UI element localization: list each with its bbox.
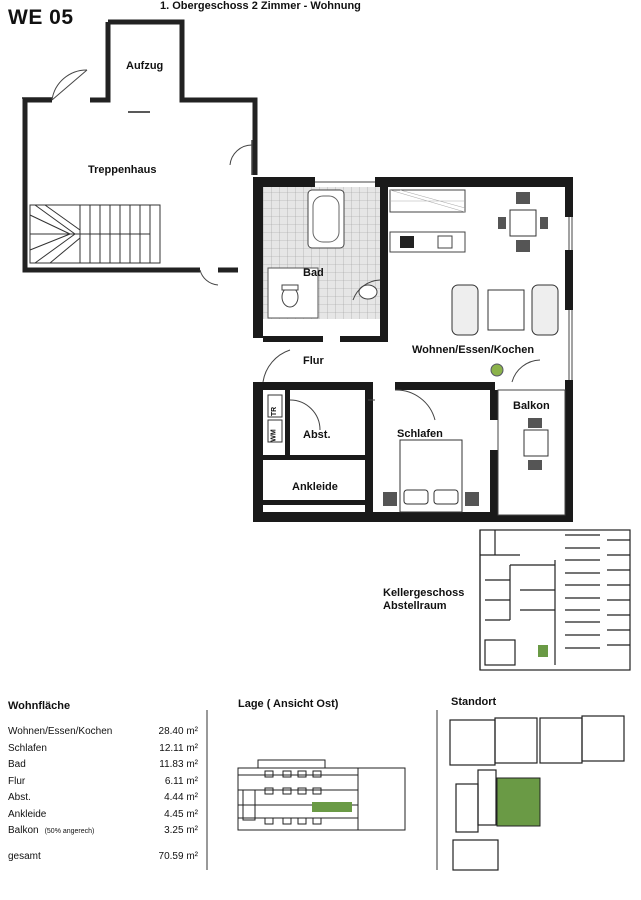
area-table-title: Wohnfläche (8, 700, 71, 712)
room-label-dressing: Ankleide (292, 481, 338, 493)
room-label-balcony: Balkon (513, 400, 550, 412)
washer-label: WM (270, 429, 278, 442)
area-row-name: Ankleide (8, 808, 47, 820)
room-label-bedroom: Schlafen (397, 428, 443, 440)
area-row (8, 825, 198, 840)
area-row (8, 809, 198, 824)
area-total-label: gesamt (8, 850, 41, 862)
site-title: Standort (451, 696, 497, 708)
area-row-name: Schlafen (8, 742, 47, 754)
area-row-note: (50% angerech) (44, 828, 95, 835)
room-label-stairwell: Treppenhaus (88, 164, 157, 176)
area-row-name: Balkon (50% angerech) (8, 825, 95, 836)
area-row (8, 776, 198, 791)
area-row-value: 4.44 m² (164, 792, 198, 803)
area-total-value: 70.59 m² (158, 850, 198, 862)
basement-label: Kellergeschoss (383, 587, 465, 599)
room-label-living: Wohnen/Essen/Kochen (412, 344, 535, 356)
room-label-storage: Abst. (303, 429, 331, 441)
dryer-label: TR (271, 406, 279, 417)
area-row-value: 4.45 m² (164, 808, 198, 820)
area-row-name: Wohnen/Essen/Kochen (8, 726, 113, 737)
area-row-value: 28.40 m² (158, 726, 198, 737)
area-row-value: 3.25 m² (164, 825, 198, 836)
basement-room-label: Abstellraum (383, 600, 447, 612)
room-label-bath: Bad (303, 267, 324, 279)
location-view-title: Lage ( Ansicht Ost) (238, 698, 339, 710)
area-row-name: Bad (8, 759, 26, 770)
area-row-value: 12.11 m² (159, 742, 198, 754)
area-row (8, 743, 198, 758)
area-row (8, 759, 198, 774)
area-row (8, 792, 198, 807)
area-total-row (8, 851, 198, 866)
area-row-value: 6.11 m² (164, 775, 198, 787)
page-title: 1. Obergeschoss 2 Zimmer - Wohnung (160, 0, 361, 12)
room-label-hall: Flur (303, 355, 324, 367)
area-row-name: Abst. (8, 792, 31, 803)
area-row-value: 11.83 m² (159, 759, 198, 770)
unit-number: WE 05 (8, 6, 74, 29)
room-label-elevator: Aufzug (126, 60, 164, 72)
area-row-name: Flur (8, 775, 26, 787)
area-row (8, 726, 198, 741)
